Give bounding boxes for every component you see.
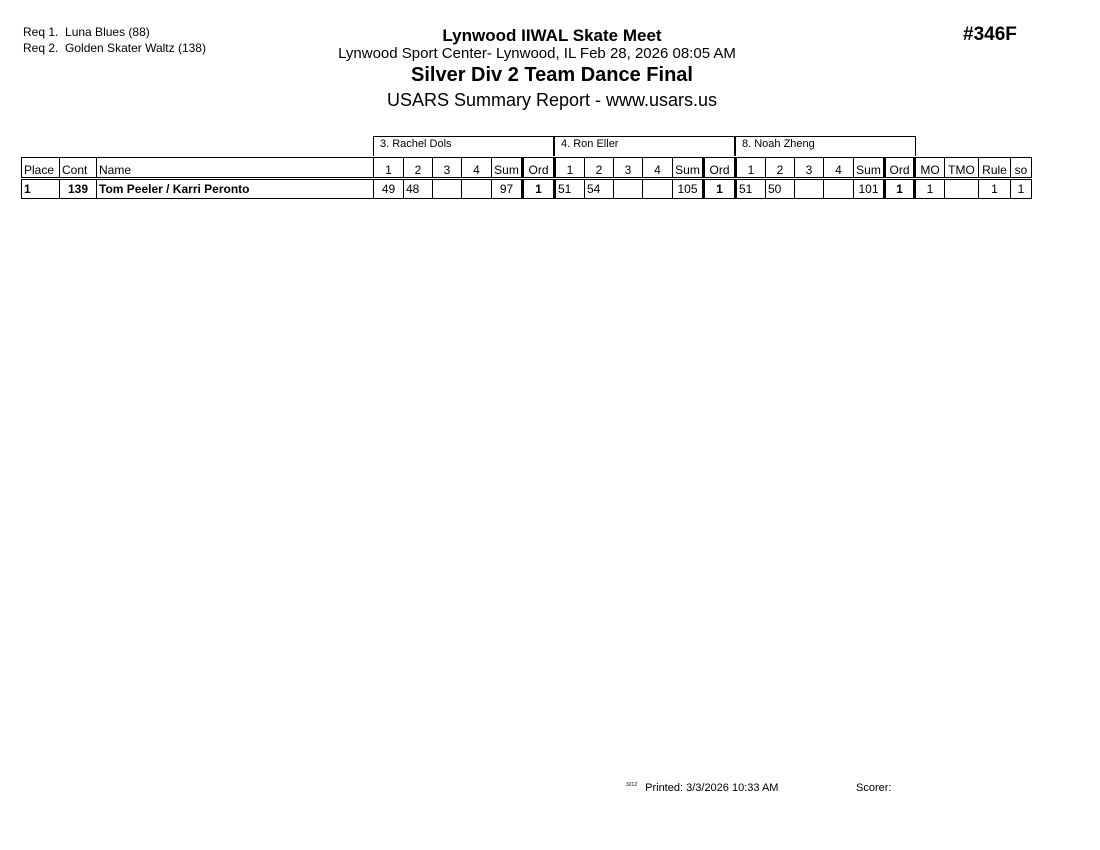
judge-header-2: 4. Ron Eller [554,136,735,156]
report-title: USARS Summary Report - www.usars.us [386,90,718,110]
j2-score-2: 54 [585,179,614,199]
table-row [22,179,1032,199]
j1-score-4 [462,179,492,199]
j2-score-1: 51 [555,179,585,199]
requirement-prefix: Req 1. [23,25,59,39]
event-number: #346F [963,24,1017,45]
col-cont: Cont [60,158,97,179]
j2-score-4 [643,179,673,199]
printed-timestamp: Printed: 3/3/2026 10:33 AM [645,782,779,794]
col-tmo: TMO [945,158,979,179]
col-place: Place [22,158,60,179]
header-row [22,158,1032,179]
col-j1-sum: Sum [492,158,523,179]
j1-score-2: 48 [404,179,433,199]
j2-score-3 [614,179,643,199]
col-j3-ord: Ord [885,158,915,179]
tmo-cell [945,179,979,199]
requirement-prefix: Req 2. [23,41,59,55]
mo-cell: 1 [915,179,945,199]
col-j2-sum: Sum [673,158,704,179]
col-j1-1: 1 [374,158,404,179]
event-title: Silver Div 2 Team Dance Final [411,64,693,86]
col-j3-1: 1 [736,158,766,179]
judge-header-1: 3. Rachel Dols [373,136,554,156]
col-mo: MO [915,158,945,179]
j3-score-1: 51 [736,179,766,199]
requirement-text: Golden Skater Waltz (138) [65,41,206,55]
meet-title: Lynwood IIWAL Skate Meet [442,26,662,45]
col-j2-1: 1 [555,158,585,179]
j2-sum: 105 [673,179,704,199]
so-cell: 1 [1011,179,1032,199]
j2-ord: 1 [704,179,736,199]
j3-score-3 [795,179,824,199]
j3-sum: 101 [854,179,885,199]
j3-score-4 [824,179,854,199]
j3-ord: 1 [885,179,915,199]
name-cell: Tom Peeler / Karri Peronto [97,179,374,199]
judge-header-3: 8. Noah Zheng [735,136,916,156]
j1-score-3 [433,179,462,199]
col-j3-4: 4 [824,158,854,179]
col-rule: Rule [979,158,1011,179]
col-j2-2: 2 [585,158,614,179]
venue-line: Lynwood Sport Center- Lynwood, IL Feb 28, 2026 08:05 AM [338,45,736,62]
col-j2-4: 4 [643,158,673,179]
j1-score-1: 49 [374,179,404,199]
j1-sum: 97 [492,179,523,199]
col-j1-4: 4 [462,158,492,179]
col-so: so [1011,158,1032,179]
scorer-label: Scorer: [856,782,892,794]
col-j1-ord: Ord [523,158,555,179]
rule-cell: 1 [979,179,1011,199]
col-j1-2: 2 [404,158,433,179]
results-table [21,157,1032,199]
col-name: Name [97,158,374,179]
cont-cell: 139 [60,179,97,199]
col-j3-sum: Sum [854,158,885,179]
col-j3-3: 3 [795,158,824,179]
col-j1-3: 3 [433,158,462,179]
place-cell: 1 [22,179,60,199]
col-j2-ord: Ord [704,158,736,179]
col-j3-2: 2 [766,158,795,179]
j3-score-2: 50 [766,179,795,199]
col-j2-3: 3 [614,158,643,179]
j1-ord: 1 [523,179,555,199]
requirement-text: Luna Blues (88) [65,25,150,39]
footer-code: 3212 [626,782,638,788]
printed-footer [626,782,778,794]
